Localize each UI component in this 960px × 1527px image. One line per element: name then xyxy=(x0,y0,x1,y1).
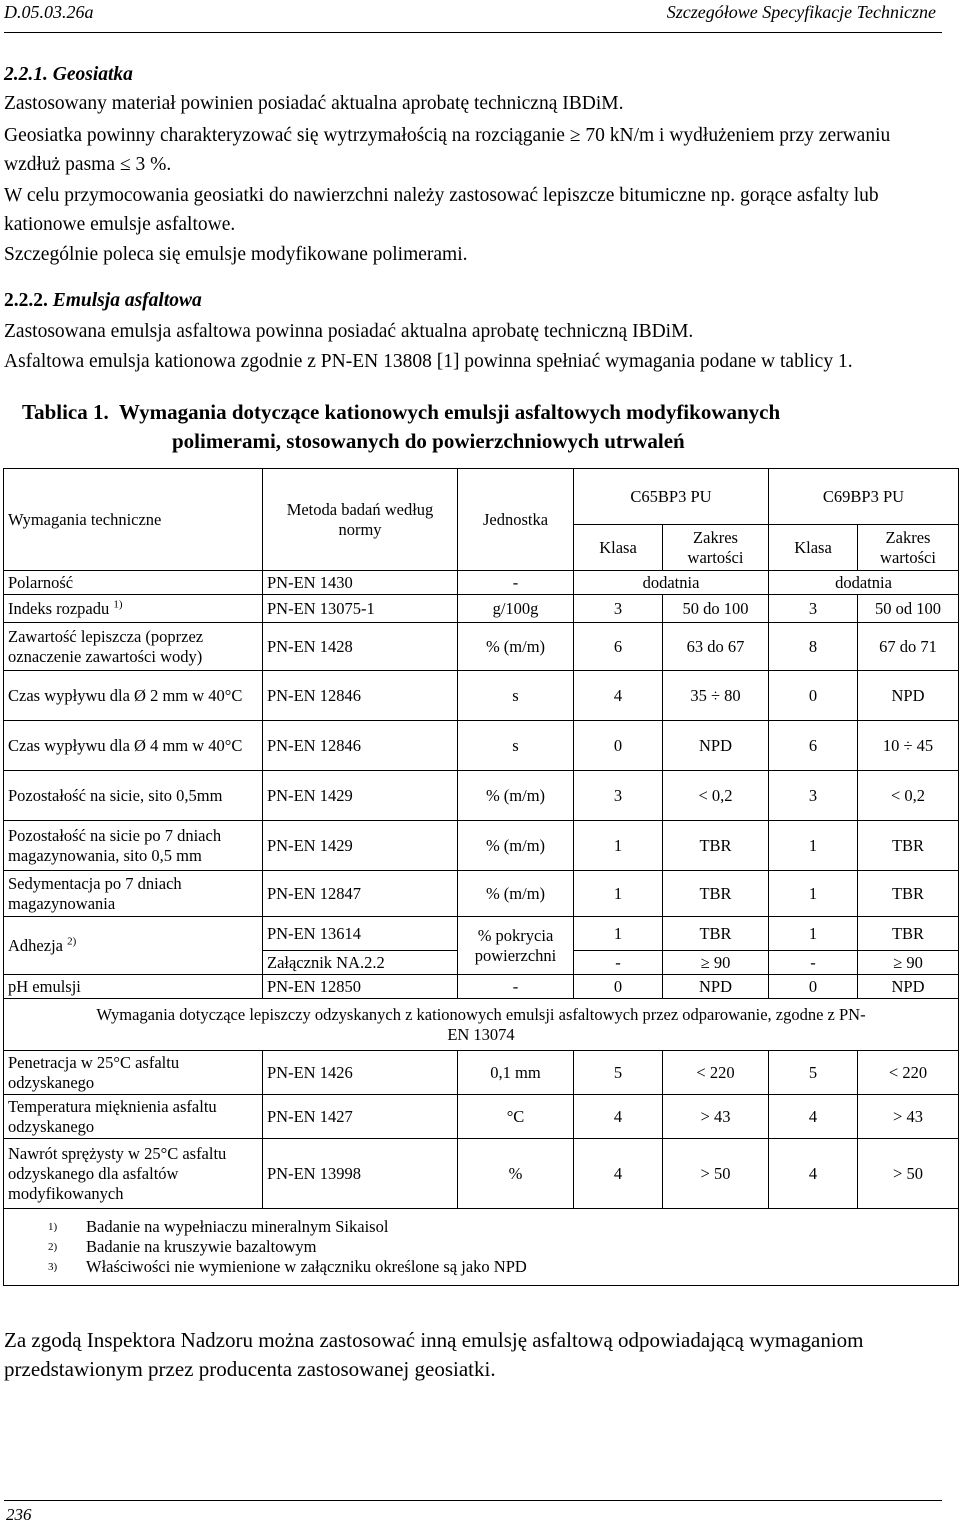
cell-value: dodatnia xyxy=(574,571,769,595)
cell-requirement: Sedymentacja po 7 dniach magazynowania xyxy=(4,871,263,917)
table-row xyxy=(4,1095,959,1139)
header-doc-code: D.05.03.26a xyxy=(4,2,94,22)
cell-unit: s xyxy=(458,721,574,771)
cell-unit: - xyxy=(458,571,574,595)
footnote xyxy=(48,1237,954,1257)
cell-klasa: 8 xyxy=(769,623,858,671)
cell-klasa: 4 xyxy=(574,1139,663,1209)
cell-zakres: > 43 xyxy=(663,1095,769,1139)
cell-unit: % (m/m) xyxy=(458,771,574,821)
paragraph: Asfaltowa emulsja kationowa zgodnie z PN-EN 13808 [1] powinna spełniać wymagania podane w tablicy 1. xyxy=(4,351,853,372)
cell-method: PN-EN 1429 xyxy=(263,821,458,871)
table-row xyxy=(4,623,959,671)
text-span: 3 %. xyxy=(130,154,172,175)
cell-klasa: 1 xyxy=(769,871,858,917)
table-row xyxy=(4,1051,959,1095)
header-unit: Jednostka xyxy=(458,469,574,571)
header-zakres: Zakres wartości xyxy=(663,525,769,571)
text-span: 70 kN/m i wydłużeniem przy zerwaniu wzdłuż pasma xyxy=(4,125,891,175)
table-row xyxy=(4,975,959,999)
table-row xyxy=(4,871,959,917)
caption-line: polimerami, stosowanych do powierzchniowych utrwaleń xyxy=(172,429,685,453)
cell-zakres: NPD xyxy=(663,975,769,999)
cell-klasa: - xyxy=(769,951,858,975)
cell-method: PN-EN 13614 xyxy=(263,917,458,951)
header-requirement: Wymagania techniczne xyxy=(4,469,263,571)
footnote-ref: 2) xyxy=(67,935,77,947)
cell-klasa: 1 xyxy=(769,917,858,951)
footnote-key: 1) xyxy=(48,1221,58,1233)
cell-klasa: 5 xyxy=(769,1051,858,1095)
cell-method: Załącznik NA.2.2 xyxy=(263,951,458,975)
cell-zakres: < 0,2 xyxy=(663,771,769,821)
cell-klasa: 3 xyxy=(574,595,663,623)
cell-zakres: TBR xyxy=(858,917,959,951)
cell-method: PN-EN 1429 xyxy=(263,771,458,821)
cell-klasa: 0 xyxy=(769,671,858,721)
header-klasa: Klasa xyxy=(769,525,858,571)
cell-klasa: 1 xyxy=(574,821,663,871)
cell-requirement: pH emulsji xyxy=(4,975,263,999)
symbol-geq: ≥ xyxy=(569,125,581,146)
footnote-key: 2) xyxy=(48,1241,58,1253)
cell-klasa: 3 xyxy=(769,771,858,821)
cell-klasa: 1 xyxy=(574,917,663,951)
cell-requirement: Polarność xyxy=(4,571,263,595)
caption-line: Wymagania dotyczące kationowych emulsji asfaltowych modyfikowanych xyxy=(118,400,781,424)
cell-klasa: - xyxy=(574,951,663,975)
cell-klasa: 0 xyxy=(769,975,858,999)
cell-zakres: ≥ 90 xyxy=(858,951,959,975)
cell-klasa: 1 xyxy=(574,871,663,917)
footnote xyxy=(48,1217,954,1237)
paragraph: Zastosowany materiał powinien posiadać aktualna aprobatę techniczną IBDiM. xyxy=(4,93,624,114)
cell-method: PN-EN 1427 xyxy=(263,1095,458,1139)
cell-requirement: Penetracja w 25°C asfaltu odzyskanego xyxy=(4,1051,263,1095)
page-header xyxy=(4,2,936,23)
header-method: Metoda badań według normy xyxy=(263,469,458,571)
cell-requirement: Pozostałość na sicie, sito 0,5mm xyxy=(4,771,263,821)
cell-requirement: Pozostałość na sicie po 7 dniach magazynowania, sito 0,5 mm xyxy=(4,821,263,871)
table-row xyxy=(4,721,959,771)
cell-unit: % (m/m) xyxy=(458,871,574,917)
cell-value: dodatnia xyxy=(769,571,959,595)
cell-zakres: TBR xyxy=(663,917,769,951)
table-subheader: Wymagania dotyczące lepiszczy odzyskanych z kationowych emulsji asfaltowych przez odparowanie, zgodne z PN-EN 13074 xyxy=(4,999,959,1051)
cell-zakres: > 50 xyxy=(663,1139,769,1209)
footnote xyxy=(48,1257,954,1277)
cell-unit: °C xyxy=(458,1095,574,1139)
cell-klasa: 4 xyxy=(769,1139,858,1209)
table-subheader-row xyxy=(4,999,959,1051)
cell-method: PN-EN 12846 xyxy=(263,721,458,771)
cell-method: PN-EN 1426 xyxy=(263,1051,458,1095)
cell-klasa: 5 xyxy=(574,1051,663,1095)
cell-method: PN-EN 1428 xyxy=(263,623,458,671)
paragraph: Szczególnie poleca się emulsje modyfikowane polimerami. xyxy=(4,244,468,265)
cell-requirement: Czas wypływu dla Ø 2 mm w 40°C xyxy=(4,671,263,721)
paragraph: W celu przymocowania geosiatki do nawierzchni należy zastosować lepiszcze bitumiczne np. gorące asfalty lub kationowe emulsje asfaltowe. xyxy=(4,185,879,235)
table-row xyxy=(4,771,959,821)
cell-zakres: 35 ÷ 80 xyxy=(663,671,769,721)
cell-method: PN-EN 12847 xyxy=(263,871,458,917)
footer-rule xyxy=(4,1500,942,1501)
text-span: Geosiatka powinny charakteryzować się wytrzymałością na rozciąganie xyxy=(4,125,570,146)
cell-method: PN-EN 12850 xyxy=(263,975,458,999)
cell-klasa: 3 xyxy=(574,771,663,821)
cell-zakres: NPD xyxy=(858,975,959,999)
header-rule xyxy=(4,32,942,33)
cell-zakres: 67 do 71 xyxy=(858,623,959,671)
footnote-text: Właściwości nie wymienione w załączniku określone są jako NPD xyxy=(86,1257,527,1276)
cell-zakres: > 50 xyxy=(858,1139,959,1209)
page-number: 236 xyxy=(6,1505,32,1524)
paragraph: Zastosowana emulsja asfaltowa powinna posiadać aktualna aprobatę techniczną IBDiM. xyxy=(4,321,694,342)
cell-zakres: < 220 xyxy=(663,1051,769,1095)
requirement-text: Adhezja xyxy=(8,935,63,955)
table-row xyxy=(4,571,959,595)
table-caption xyxy=(22,398,938,456)
cell-klasa: 3 xyxy=(769,595,858,623)
cell-zakres: < 0,2 xyxy=(858,771,959,821)
cell-requirement: Czas wypływu dla Ø 4 mm w 40°C xyxy=(4,721,263,771)
cell-unit: 0,1 mm xyxy=(458,1051,574,1095)
cell-method: PN-EN 1430 xyxy=(263,571,458,595)
table-row xyxy=(4,595,959,623)
table-notes xyxy=(4,1209,959,1286)
cell-zakres: TBR xyxy=(663,821,769,871)
cell-unit: g/100g xyxy=(458,595,574,623)
table-row xyxy=(4,917,959,951)
cell-requirement: Temperatura mięknienia asfaltu odzyskanego xyxy=(4,1095,263,1139)
cell-zakres: 63 do 67 xyxy=(663,623,769,671)
cell-zakres: TBR xyxy=(663,871,769,917)
footnote-text: Badanie na kruszywie bazaltowym xyxy=(86,1237,317,1256)
cell-requirement: Zawartość lepiszcza (poprzez oznaczenie zawartości wody) xyxy=(4,623,263,671)
cell-klasa: 4 xyxy=(574,671,663,721)
cell-klasa: 0 xyxy=(574,721,663,771)
caption-label: Tablica 1. xyxy=(22,400,109,424)
section-title: Emulsja asfaltowa xyxy=(52,290,202,311)
header-klasa: Klasa xyxy=(574,525,663,571)
cell-klasa: 6 xyxy=(769,721,858,771)
cell-requirement: Nawrót sprężysty w 25°C asfaltu odzyskanego dla asfaltów modyfikowanych xyxy=(4,1139,263,1209)
section-number: 2.2.1. xyxy=(4,64,48,85)
cell-klasa: 4 xyxy=(574,1095,663,1139)
header-c69: C69BP3 PU xyxy=(769,469,959,525)
cell-method: PN-EN 13998 xyxy=(263,1139,458,1209)
footnote-ref: 1) xyxy=(113,598,123,610)
footnote-text: Badanie na wypełniaczu mineralnym Sikaisol xyxy=(86,1217,389,1236)
cell-unit: - xyxy=(458,975,574,999)
closing-paragraph: Za zgodą Inspektora Nadzoru można zastosować inną emulsję asfaltową odpowiadającą wymaganiom przedstawionym przez producenta zastosowanej geosiatki. xyxy=(4,1328,864,1381)
cell-zakres: TBR xyxy=(858,821,959,871)
requirements-table xyxy=(3,468,959,1286)
cell-zakres: 10 ÷ 45 xyxy=(858,721,959,771)
cell-unit: s xyxy=(458,671,574,721)
cell-zakres: NPD xyxy=(663,721,769,771)
cell-zakres: < 220 xyxy=(858,1051,959,1095)
cell-zakres: ≥ 90 xyxy=(663,951,769,975)
table-row xyxy=(4,821,959,871)
cell-unit: % (m/m) xyxy=(458,821,574,871)
cell-unit: % (m/m) xyxy=(458,623,574,671)
cell-klasa: 4 xyxy=(769,1095,858,1139)
cell-klasa: 0 xyxy=(574,975,663,999)
cell-zakres: NPD xyxy=(858,671,959,721)
section-title: Geosiatka xyxy=(52,64,133,85)
header-doc-title: Szczegółowe Specyfikacje Techniczne xyxy=(666,2,936,22)
table-row xyxy=(4,1139,959,1209)
cell-klasa: 6 xyxy=(574,623,663,671)
section-number: 2.2.2. xyxy=(4,290,48,311)
requirement-text: Indeks rozpadu xyxy=(8,598,110,618)
section-2-2-2-heading xyxy=(4,286,938,315)
footnote-key: 3) xyxy=(48,1261,58,1273)
header-zakres: Zakres wartości xyxy=(858,525,959,571)
cell-zakres: 50 do 100 xyxy=(663,595,769,623)
cell-method: PN-EN 13075-1 xyxy=(263,595,458,623)
symbol-leq: ≤ xyxy=(119,154,131,175)
paragraph xyxy=(4,121,938,179)
cell-method: PN-EN 12846 xyxy=(263,671,458,721)
cell-zakres: TBR xyxy=(858,871,959,917)
section-2-2-1-heading xyxy=(4,60,938,89)
table-notes-row xyxy=(4,1209,959,1286)
cell-requirement xyxy=(4,917,263,975)
cell-zakres: > 43 xyxy=(858,1095,959,1139)
cell-zakres: 50 od 100 xyxy=(858,595,959,623)
table-row xyxy=(4,671,959,721)
header-c65: C65BP3 PU xyxy=(574,469,769,525)
cell-unit: % xyxy=(458,1139,574,1209)
cell-unit: % pokrycia powierzchni xyxy=(458,917,574,975)
cell-klasa: 1 xyxy=(769,821,858,871)
cell-requirement xyxy=(4,595,263,623)
